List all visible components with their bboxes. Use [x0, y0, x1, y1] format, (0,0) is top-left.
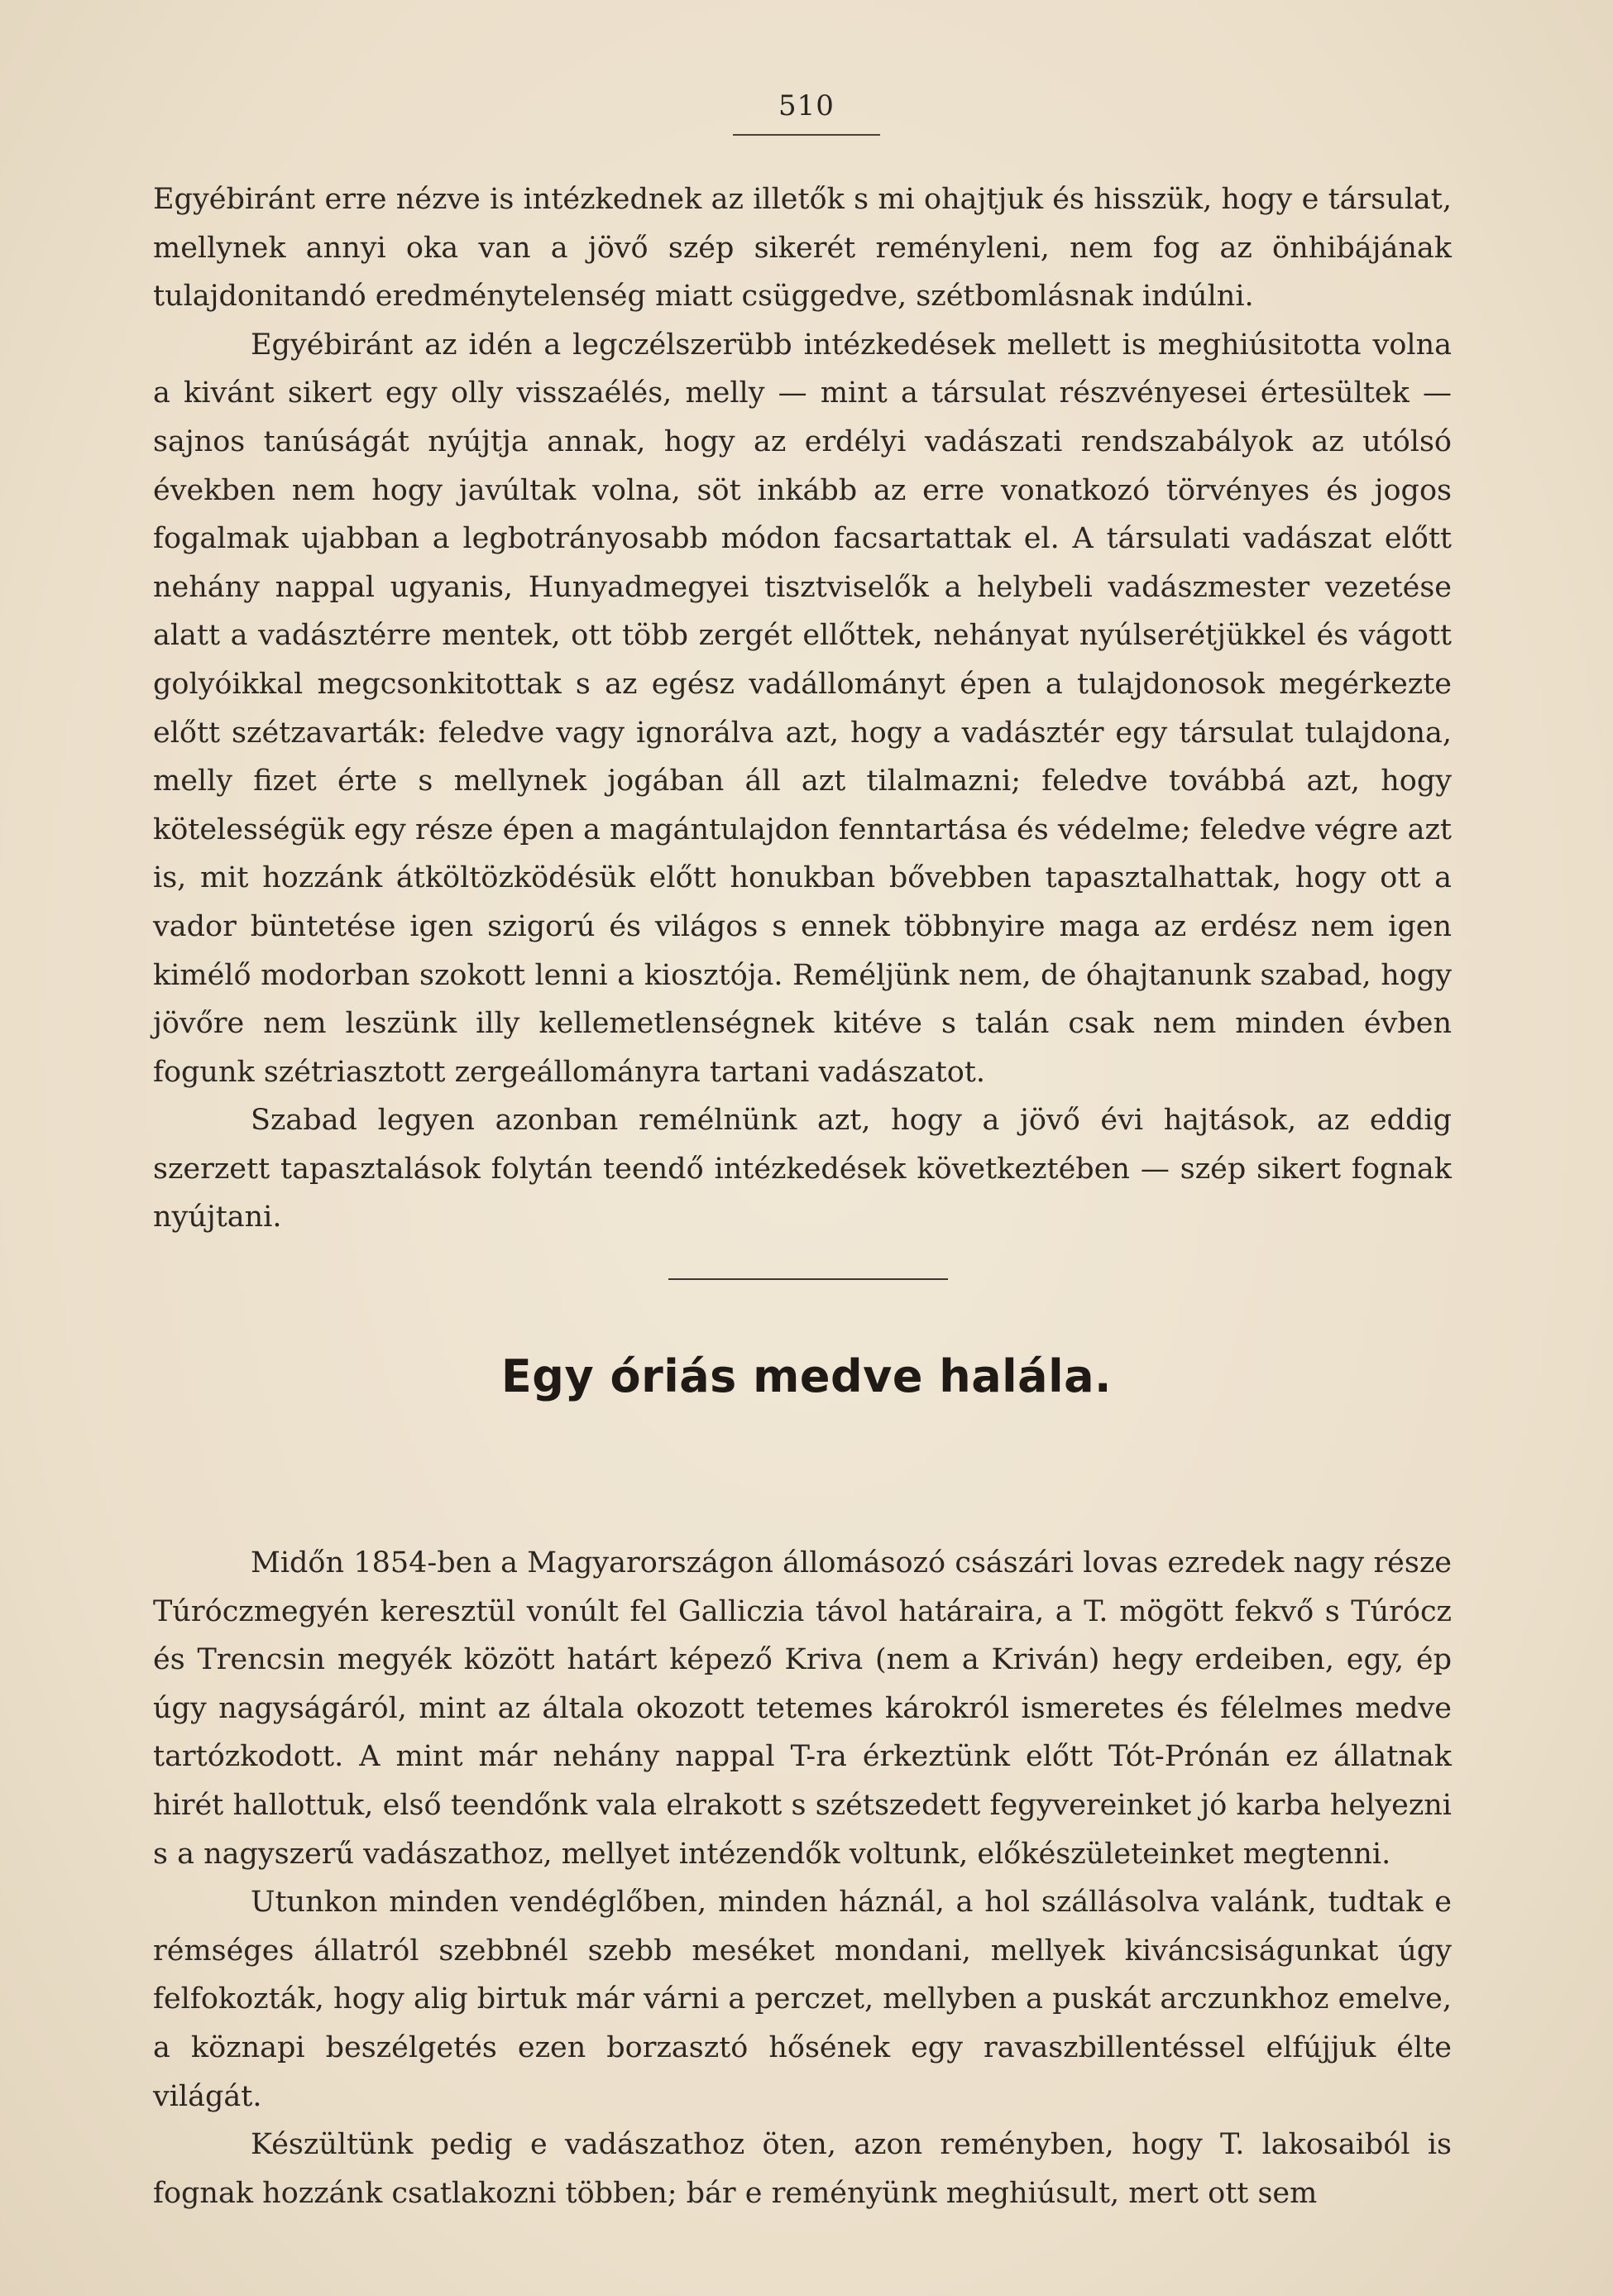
section-separator [668, 1278, 948, 1280]
paragraph: Egyébiránt az idén a legczélszerübb intézkedések mellett is meghiúsitotta volna a kivánt sikert egy olly visszaélés, melly — mint a társulat részvényesei értesültek — sajnos tanúságát nyújtja annak, hogy az erdélyi vadászati rendszabályok az utólsó években nem hogy javúltak volna, söt inkább az erre vonatkozó törvényes és jogos fogalmak ujabban a legbotrányosabb módon facsartattak el. A társulati vadászat előtt nehány nappal ugyanis, Hunyadmegyei tisztviselők a helybeli vadászmester vezetése alatt a vadásztérre mentek, ott több zergét ellőttek, nehányat nyúlserétjükkel és vágott golyóikkal megcsonkitottak s az egész vadállományt épen a tulajdonosok megérkezte előtt szétzavarták: feledve vagy ignorálva azt, hogy a vadásztér egy társulat tulajdona, melly fizet érte s mellynek jogában áll azt tilalmazni; feledve továbbá azt, hogy kötelességük egy része épen a magántulajdon fenntartása és védelme; feledve végre azt is, mit hozzánk átköltözködésük előtt honukban bővebben tapasztalhattak, hogy ott a vador büntetése igen szigorú és világos s ennek többnyire maga az erdész nem igen kimélő modorban szokott lenni a kiosztója. Reméljünk nem, de óhajtanunk szabad, hogy jövőre nem leszünk illy kellemetlenségnek kitéve s talán csak nem minden évben fogunk szétriasztott zergeállományra tartani vadászatot. [153, 328, 1452, 1089]
page-number-rule [733, 134, 880, 136]
paragraph: Készültünk pedig e vadászathoz öten, azon reményben, hogy T. lakosaiból is fognak hozzánk csatlakozni többen; bár e reményünk meghiúsult, mert ott sem [153, 2128, 1452, 2210]
article-title: Egy óriás medve halála. [500, 1350, 1113, 1402]
paragraph: Utunkon minden vendéglőben, minden háznál, a hol szállásolva valánk, tudtak e rémséges állatról szebbnél szebb meséket mondani, mellyek kiváncsiságunkat úgy felfokozták, hogy alig birtuk már várni a perczet, mellyben a puskát arczunkhoz emelve, a köznapi beszélgetés ezen borzasztó hősének egy ravaszbillentéssel elfújjuk élte világát. [153, 1886, 1452, 2113]
paragraph: Midőn 1854-ben a Magyarországon állomásozó császári lovas ezredek nagy része Túróczmegyén keresztül vonúlt fel Galliczia távol határaira, a T. mögött fekvő s Túrócz és Trencsin megyék között határt képező Kriva (nem a Kriván) hegy erdeiben, egy, ép úgy nagyságáról, mint az általa okozott tetemes károkról ismeretes és félelmes medve tartózkodott. A mint már nehány nappal T-ra érkeztünk előtt Tót-Prónán ez állatnak hirét hallottuk, első teendőnk vala elrakott s szétszedett fegyvereinket jó karba helyezni s a nagyszerű vadászathoz, mellyet intézendők voltunk, előkészületeinket megtenni. [153, 1546, 1452, 1871]
article-body [153, 1539, 1452, 2217]
page-number: 510 [778, 89, 835, 122]
paragraph: Egyébiránt erre nézve is intézkednek az illetők s mi ohajtjuk és hisszük, hogy e társulat, mellynek annyi oka van a jövő szép sikerét reményleni, nem fog az önhibájának tulajdonitandó eredménytelenség miatt csüggedve, szétbomlásnak indúlni. [153, 183, 1452, 314]
continued-section [153, 175, 1452, 1242]
paragraph: Szabad legyen azonban remélnünk azt, hogy a jövő évi hajtások, az eddig szerzett tapasztalások folytán teendő intézkedések következtében — szép sikert fognak nyújtani. [153, 1104, 1452, 1234]
